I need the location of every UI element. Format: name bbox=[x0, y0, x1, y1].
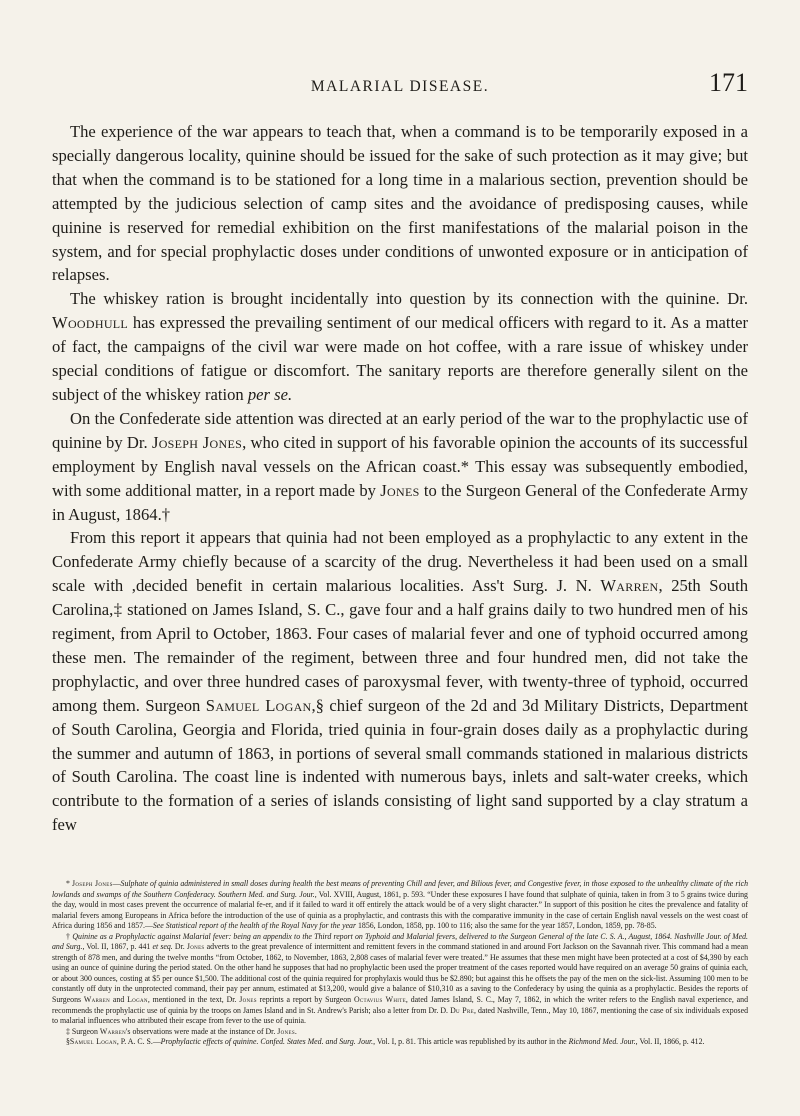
paragraph-3-text-a: On the Confederate side attention was directed at an early period of the war to the prophylactic use of quinine by Dr. bbox=[52, 408, 748, 452]
citation-title: et seq. bbox=[152, 942, 173, 952]
footnote-text: Dr. bbox=[172, 942, 187, 952]
footnote-text: 's observations were made at the instance of Dr. bbox=[126, 1026, 278, 1036]
footnote-text: reprints a report by Surgeon bbox=[256, 995, 354, 1005]
footnote-1 bbox=[52, 879, 748, 932]
paragraph-2-text-a: The whiskey ration is brought incidentally into question by its connection with the quinine. Dr. bbox=[70, 289, 748, 309]
footnote-text: , Vol. I, p. 81. This article was republished by its author in the bbox=[373, 1037, 569, 1047]
footnote-text: , mentioned in the text, Dr. bbox=[147, 995, 240, 1005]
author-name: Jones bbox=[186, 942, 205, 952]
paragraph-3-text-b: , who cited in support of his favorable opinion the accounts of its successful employment by English naval vessels on the African coast.* This essay was subsequently embodied, with some additional matter, in a report made by bbox=[52, 432, 748, 500]
paragraph-4-text-a: From this report it appears that quinia had not been employed as a prophylactic to any extent in the Confederate Army chiefly because of a scarcity of the drug. Nevertheless it had been used on a small scale with ,decided benefit in certain malarious localities. Ass't Surg. J. N. bbox=[52, 528, 748, 596]
paragraph-1 bbox=[52, 120, 748, 287]
paragraph-3 bbox=[52, 407, 748, 527]
author-name: Jones bbox=[277, 1026, 295, 1036]
citation-title: Sulphate of quinia administered in small doses during health the best means of preventing Chill and fever, and Bilious fever, and Congestive fever, in those exposed to the unhealthy climate of the rich lowlands and swamps of the Southern Confederacy. Southern Med. and Surg. Jour. bbox=[52, 879, 748, 899]
author-name: Jones bbox=[239, 995, 257, 1005]
footnote-text: 1856, London, 1858, pp. 100 to 116; also the same for the year 1857, London, 1859, pp. 78-85. bbox=[356, 921, 657, 931]
author-name: Samuel Logan bbox=[69, 1037, 117, 1047]
running-head bbox=[52, 58, 748, 104]
author-name: Warren bbox=[83, 995, 111, 1005]
footnotes bbox=[52, 879, 748, 1048]
footnote-text: . bbox=[294, 1026, 297, 1036]
author-name: Joseph Jones bbox=[151, 432, 243, 452]
footnote-text: , dated Nashville, Tenn., May 10, 1867, mentioning the case of six individuals exposed to malarial influences who attributed their escape from fever to the use of quinia. bbox=[52, 1005, 748, 1026]
footnote-text: , dated James Island, S. C., May 7, 1862, in which the writer refers to the English naval experience, and recommends the prophylactic use of quinia by the troops on James Island and in St. Andrew's Parish; also a letter from Dr. D. bbox=[52, 995, 748, 1015]
citation-title: Quinine as a Prophylactic against Malarial fever: being an appendix to the Third report on Typhoid and Malarial fevers, delivered to the Surgeon General of the late C. S. A., August, 1864. Nashville Jour. of Med. and Surg. bbox=[52, 931, 748, 952]
author-name: Logan bbox=[127, 995, 148, 1005]
italic-phrase: per se. bbox=[247, 384, 293, 404]
paragraph-4 bbox=[52, 526, 748, 837]
citation-title: Richmond Med. Jour. bbox=[568, 1037, 636, 1047]
footnote-text: , P. A. C. S.— bbox=[116, 1037, 161, 1047]
author-name: Warren bbox=[99, 1026, 127, 1036]
running-title: MALARIAL DISEASE. bbox=[310, 78, 490, 95]
footnote-mark: § bbox=[66, 1037, 70, 1047]
paragraph-1-text: The experience of the war appears to teach that, when a command is to be temporarily exposed in a specially dangerous locality, quinine should be issued for the sake of such protection as it may give; but that when the command is to be stationed for a long time in a malarious section, prevention should be attempted by the judicious selection of camp sites and the avoidance of predisposing causes, while quinine is reserved for remedial exhibition on the first manifestations of the malarial poison in the system, and for special prophylactic doses under conditions of unwonted exposure or in anticipation of relapses. bbox=[52, 122, 748, 285]
footnote-2 bbox=[52, 932, 748, 1027]
author-name: Joseph Jones bbox=[72, 879, 113, 888]
footnote-text: adverts to the great prevalence of intermittent and remittent fevers in the command stationed in and around Fort Jackson on the Savannah river. This command had a mean strength of 878 men, and during the twelve months “from October, 1862, to November, 1863, 2,808 cases of malarial fever were treated.” He assumes that these men might have been protected at a cost of $4,390 by each using an ounce of quinine during the period stated. On the other hand he supposes that had no prophylactic been used the proper treatment of the cases reported would have required on an average 50 grains of quinia each, or about 300 ounces, costing at $5 per ounce $1,500. The additional cost of the quinia required for prophylaxis would thus be $2.890; but against this he offsets the pay of the men on the sick-list. Assuming 100 men to be constantly off duty in the unprotected command, their pay per annum, estimated at $13,200, would give a balance of $10,310 as a saving to the Confederacy by using the quinia as a prophylactic. Besides the reports of Surgeons bbox=[52, 942, 748, 1005]
footnote-mark: * bbox=[66, 879, 72, 888]
footnote-text: , Vol. XVIII, August, 1861, p. 593. “Under these exposures I have found that sulphate of quinia, taken in from 3 to 5 grains twice during the day, would in most cases prevent the occurrence of malarial fe-er, and if it failed to ward it off entirely the attack would be of a very slight character.” In support of this position he cites the prevalence and fatality of malarial fevers among Europeans in Africa before the introduction of the use of quinia as a prophylactic, and contrasts this with the comparative immunity in the case of certain English naval vessels on the west coast of Africa during 1856 and 1857.— bbox=[52, 889, 748, 931]
footnote-mark: ‡ Surgeon bbox=[66, 1026, 100, 1036]
footnote-4 bbox=[52, 1037, 748, 1048]
footnote-text: and bbox=[110, 995, 128, 1005]
footnote-mark: † bbox=[66, 931, 73, 941]
page-number: 171 bbox=[709, 68, 748, 97]
paragraph-2 bbox=[52, 287, 748, 407]
citation-title: See Statistical report of the health of the Royal Navy for the year bbox=[152, 921, 357, 931]
paragraph-4-text-b: , 25th South Carolina,‡ stationed on James Island, S. C., gave four and a half grains daily to two hundred men of his regiment, from April to October, 1863. Four cases of malarial fever and one of typhoid occurred among these men. The remainder of the regiment, between three and four hundred men, did not take the prophylactic, and over three hundred cases of paroxysmal fever, with twenty-three of typhoid, occurred among them. Surgeon bbox=[52, 576, 748, 715]
author-name: Du Pre bbox=[450, 1005, 474, 1015]
paragraph-4-text-c: ,§ chief surgeon of the 2d and 3d Military Districts, Department of South Carolina, Georgia and Florida, tried quinia in four-grain doses daily as a prophylactic during the summer and autumn of 1863, in portions of several small commands stationed in malarious districts of South Carolina. The coast line is indented with numerous bays, inlets and salt-water creeks, which contribute to the formation of a series of islands consisting of light sand supported by a clay stratum a few bbox=[52, 695, 748, 835]
body-text bbox=[52, 120, 748, 837]
author-name: Jones bbox=[380, 480, 420, 500]
footnote-3 bbox=[52, 1027, 748, 1038]
author-name: Warren bbox=[600, 576, 659, 596]
footnote-text: — bbox=[112, 879, 121, 888]
footnote-text: , Vol. II, 1867, p. 441 bbox=[82, 942, 153, 952]
paragraph-3-text-c: to the Surgeon General of the Confederate Army in August, 1864.† bbox=[52, 480, 749, 524]
author-name: Octavius White bbox=[353, 995, 406, 1005]
citation-title: Prophylactic effects of quinine. Confed. States Med. and Surg. Jour. bbox=[160, 1037, 374, 1047]
footnote-text: , Vol. II, 1866, p. 412. bbox=[635, 1037, 705, 1047]
paragraph-2-text-b: has expressed the prevailing sentiment of our medical officers with regard to it. As a matter of fact, the campaigns of the civil war were made on hot coffee, with a rare issue of whiskey under special conditions of fatigue or discomfort. The sanitary reports are therefore generally silent on the subject of the whiskey ration bbox=[52, 313, 748, 404]
author-name: Woodhull bbox=[52, 313, 129, 333]
author-name: Samuel Logan bbox=[205, 695, 312, 715]
